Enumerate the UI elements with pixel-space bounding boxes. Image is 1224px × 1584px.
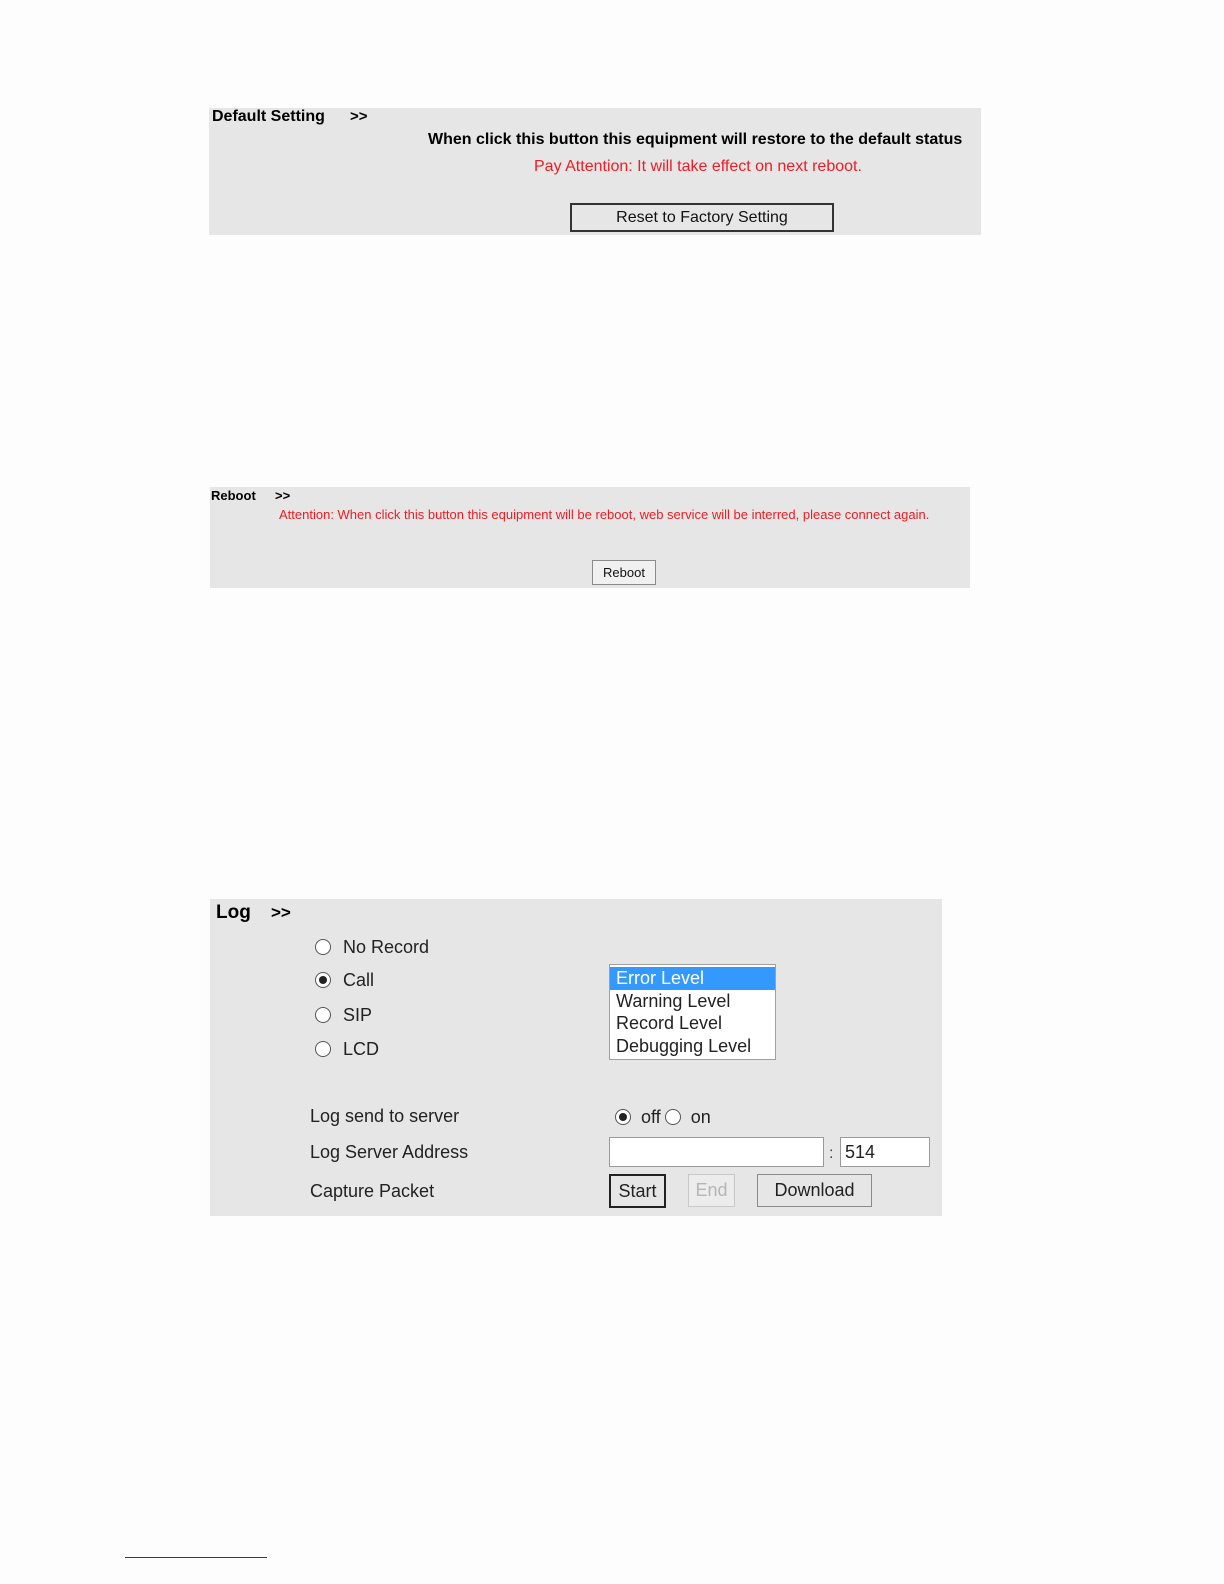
log-title: Log	[216, 902, 251, 923]
reboot-button[interactable]: Reboot	[592, 560, 656, 585]
radio-option-lcd[interactable]	[315, 1038, 515, 1060]
port-separator: :	[829, 1145, 834, 1162]
reboot-arrows: >>	[275, 488, 291, 503]
end-capture-button[interactable]: End	[688, 1174, 735, 1207]
radio-call[interactable]	[315, 972, 331, 988]
radio-no-record[interactable]	[315, 939, 331, 955]
log-panel	[210, 899, 942, 1216]
reset-factory-button[interactable]: Reset to Factory Setting	[570, 203, 834, 232]
reboot-warning: Attention: When click this button this equipment will be reboot, web service will be interred, please connect again.	[279, 507, 930, 522]
radio-send-on[interactable]	[665, 1109, 681, 1125]
radio-label: No Record	[343, 936, 430, 957]
radio-label: SIP	[343, 1004, 373, 1025]
log-level-option[interactable]: Warning Level	[616, 990, 731, 1011]
default-setting-description: When click this button this equipment will restore to the default status	[428, 131, 963, 148]
log-server-address-input[interactable]	[609, 1137, 824, 1167]
log-arrows: >>	[271, 903, 291, 922]
log-server-port-input[interactable]: 514	[840, 1137, 930, 1167]
radio-option-sip[interactable]	[315, 1004, 515, 1026]
log-server-address-label: Log Server Address	[310, 1142, 469, 1162]
default-setting-arrows: >>	[350, 108, 368, 125]
radio-option-no-record[interactable]	[315, 936, 515, 958]
log-send-toggle	[615, 1107, 711, 1127]
radio-sip[interactable]	[315, 1007, 331, 1023]
radio-option-call[interactable]	[315, 969, 515, 991]
log-level-option[interactable]: Debugging Level	[616, 1035, 752, 1056]
footer-divider	[125, 1557, 267, 1558]
reboot-panel	[210, 487, 970, 588]
send-on-label: on	[690, 1106, 711, 1127]
log-send-label: Log send to server	[310, 1106, 460, 1126]
default-setting-title: Default Setting	[212, 108, 325, 125]
start-capture-button[interactable]: Start	[609, 1174, 666, 1208]
reboot-title: Reboot	[211, 488, 256, 503]
default-setting-warning: Pay Attention: It will take effect on next reboot.	[534, 158, 862, 175]
log-level-option[interactable]: Error Level	[610, 967, 775, 990]
capture-packet-label: Capture Packet	[310, 1181, 435, 1201]
radio-label: Call	[343, 969, 375, 990]
radio-lcd[interactable]	[315, 1041, 331, 1057]
radio-send-off[interactable]	[615, 1109, 631, 1125]
radio-label: LCD	[343, 1038, 380, 1059]
default-setting-panel	[209, 108, 981, 235]
download-capture-button[interactable]: Download	[757, 1174, 872, 1207]
send-off-label: off	[641, 1106, 661, 1127]
log-level-listbox[interactable]	[609, 964, 776, 1060]
radio-selected-dot	[619, 1113, 627, 1121]
log-level-option[interactable]: Record Level	[616, 1013, 723, 1033]
radio-selected-dot	[319, 976, 327, 984]
